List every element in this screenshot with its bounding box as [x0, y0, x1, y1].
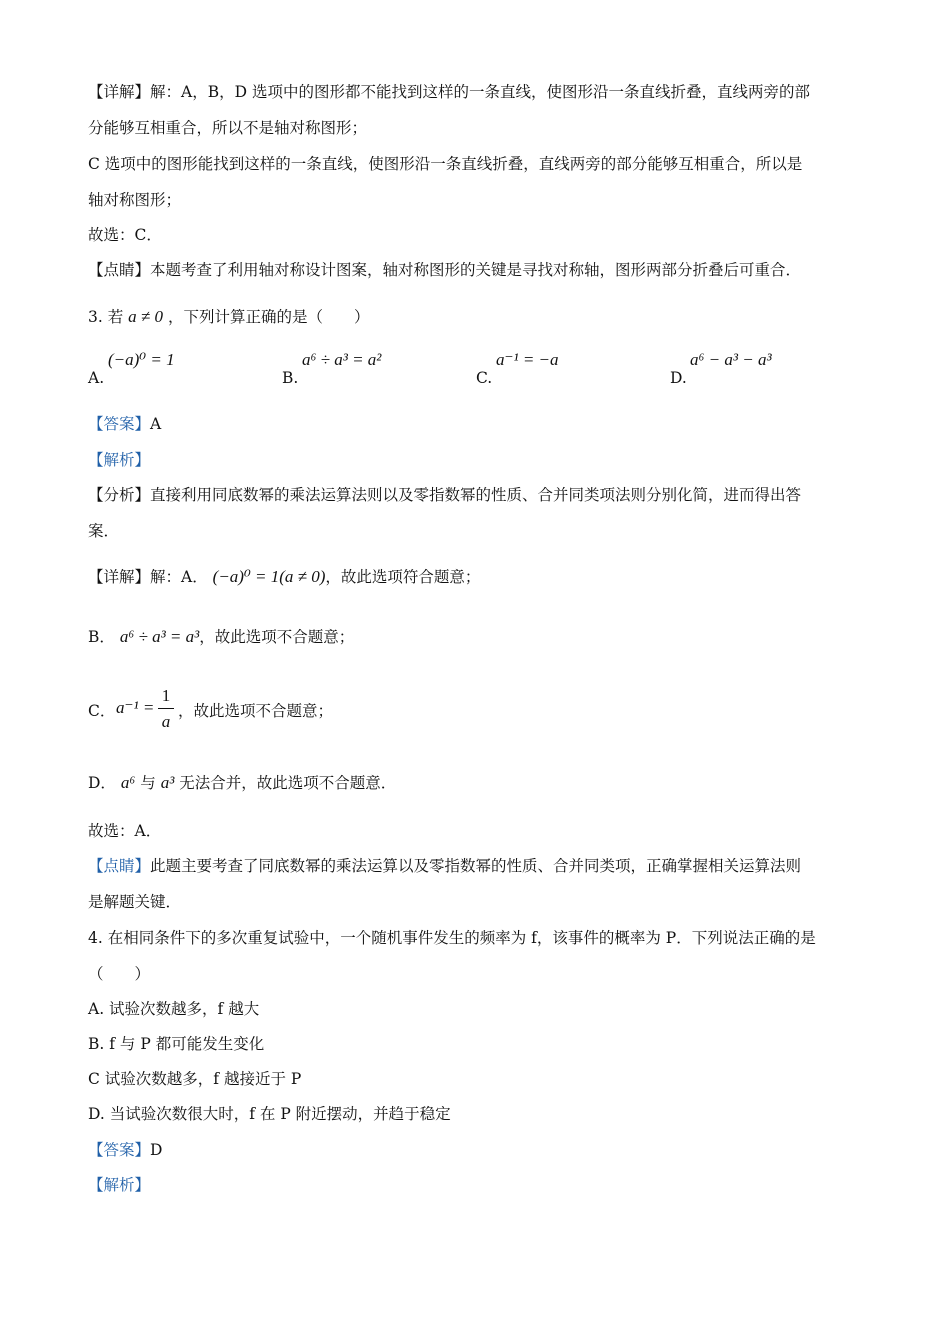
- q3-option-a-expr: (−a)⁰ = 1: [108, 350, 175, 369]
- q3-detail-b: [88, 626, 354, 648]
- q3-condition: a ≠ 0: [128, 307, 163, 326]
- dianjing-line-prev: 【点睛】本题考查了利用轴对称设计图案，轴对称图形的关键是寻找对称轴，图形两部分折叠后可重合．: [88, 261, 802, 279]
- q4-answer: D: [150, 1141, 163, 1159]
- q3-detail-a: [88, 566, 480, 588]
- q3-detail-d: [88, 772, 396, 794]
- detail-line-2: 分能够互相重合，所以不是轴对称图形；: [88, 119, 368, 137]
- q3-option-d-label: D.: [670, 369, 687, 387]
- q3-detail-d-mid: 与: [140, 774, 156, 792]
- q3-detail-d-suffix: 无法合并，故此选项不合题意．: [179, 774, 397, 792]
- detail-line-1: 【详解】解：A，B，D 选项中的图形都不能找到这样的一条直线，使图形沿一条直线折叠，直线两旁的部: [88, 83, 810, 101]
- q3-detail-a-expr: (−a)⁰ = 1(a ≠ 0): [212, 567, 326, 586]
- q3-fenxi-text: 直接利用同底数幂的乘法运算法则以及零指数幂的性质、合并同类项法则分别化简，进而得出答: [150, 486, 802, 504]
- q3-option-b-expr: a⁶ ÷ a³ = a²: [302, 350, 382, 369]
- q3-option-c-expr: a⁻¹ = −a: [496, 350, 559, 369]
- q4-option-d: D. 当试验次数很大时，f 在 P 附近摆动，并趋于稳定: [88, 1105, 451, 1123]
- q3-answer: A: [150, 415, 162, 433]
- q3-detail-b-suffix: ，故此选项不合题意；: [199, 628, 355, 646]
- choose-line-prev: 故选：C．: [88, 226, 162, 244]
- q3-option-c-label: C.: [476, 369, 493, 387]
- q3-detail-c-lhs: a⁻¹ =: [116, 698, 155, 717]
- q4-answer-line: [88, 1139, 162, 1161]
- q3-option-a-label: A.: [88, 369, 105, 387]
- q3-detail-d-prefix: D．: [88, 774, 116, 792]
- q4-stem-line-1: 4. 在相同条件下的多次重复试验中，一个随机事件发生的频率为 f，该事件的概率为 P．下列说法正确的是: [88, 929, 816, 947]
- q3-detail-b-expr: a⁶ ÷ a³ = a³: [119, 627, 200, 646]
- q3-dianjing-line-2: 是解题关键．: [88, 893, 182, 911]
- q3-detail-d-a6: a⁶: [120, 773, 136, 792]
- q3-dianjing-line-1: [88, 855, 801, 877]
- q3-detail-c-fraction: [158, 686, 174, 734]
- q3-stem: [88, 306, 369, 328]
- q3-answer-line: [88, 413, 161, 435]
- q3-fenxi-tag: 【分析】: [88, 486, 151, 504]
- q3-suffix: ，下列计算正确的是（ ）: [167, 308, 370, 326]
- q4-answer-tag: 【答案】: [88, 1141, 151, 1159]
- q4-analysis-tag: 【解析】: [88, 1176, 151, 1194]
- q3-detail-d-a3: a³: [160, 773, 175, 792]
- q3-dianjing-text: 此题主要考查了同底数幂的乘法运算以及零指数幂的性质、合并同类项，正确掌握相关运算法则: [150, 857, 802, 875]
- q3-dianjing-tag: 【点睛】: [88, 857, 151, 875]
- q3-option-d-expr: a⁶ − a³ − a³: [690, 350, 772, 369]
- q3-choose: 故选：A．: [88, 822, 162, 840]
- q3-analysis-tag: 【解析】: [88, 451, 151, 469]
- q3-detail-c-denominator: a: [161, 712, 171, 731]
- q3-detail-a-prefix: 解：A．: [150, 568, 208, 586]
- q3-answer-tag: 【答案】: [88, 415, 151, 433]
- q3-detail-a-suffix: ，故此选项符合题意；: [325, 568, 481, 586]
- q4-option-a: A. 试验次数越多，f 越大: [88, 1000, 260, 1018]
- detail-line-3: C 选项中的图形能找到这样的一条直线，使图形沿一条直线折叠，直线两旁的部分能够互相重合，所以是: [88, 155, 803, 173]
- q3-detail-c-numerator: 1: [161, 686, 171, 705]
- q4-option-b: B. f 与 P 都可能发生变化: [88, 1035, 265, 1053]
- q4-stem-line-2: （ ）: [88, 965, 151, 983]
- q3-detail-c-prefix: C．: [88, 702, 116, 720]
- q4-option-c: C 试验次数越多，f 越接近于 P: [88, 1070, 302, 1088]
- fraction-bar: [158, 708, 174, 709]
- q3-xiangjie-tag: 【详解】: [88, 568, 151, 586]
- q3-detail-b-prefix: B．: [88, 628, 115, 646]
- detail-line-4: 轴对称图形；: [88, 191, 182, 209]
- q3-prefix: 3. 若: [88, 308, 124, 326]
- q3-fenxi-line-1: [88, 484, 801, 506]
- q3-detail-c-suffix: ，故此选项不合题意；: [178, 702, 334, 720]
- q3-fenxi-line-2: 案．: [88, 522, 120, 540]
- q3-option-b-label: B.: [282, 369, 299, 387]
